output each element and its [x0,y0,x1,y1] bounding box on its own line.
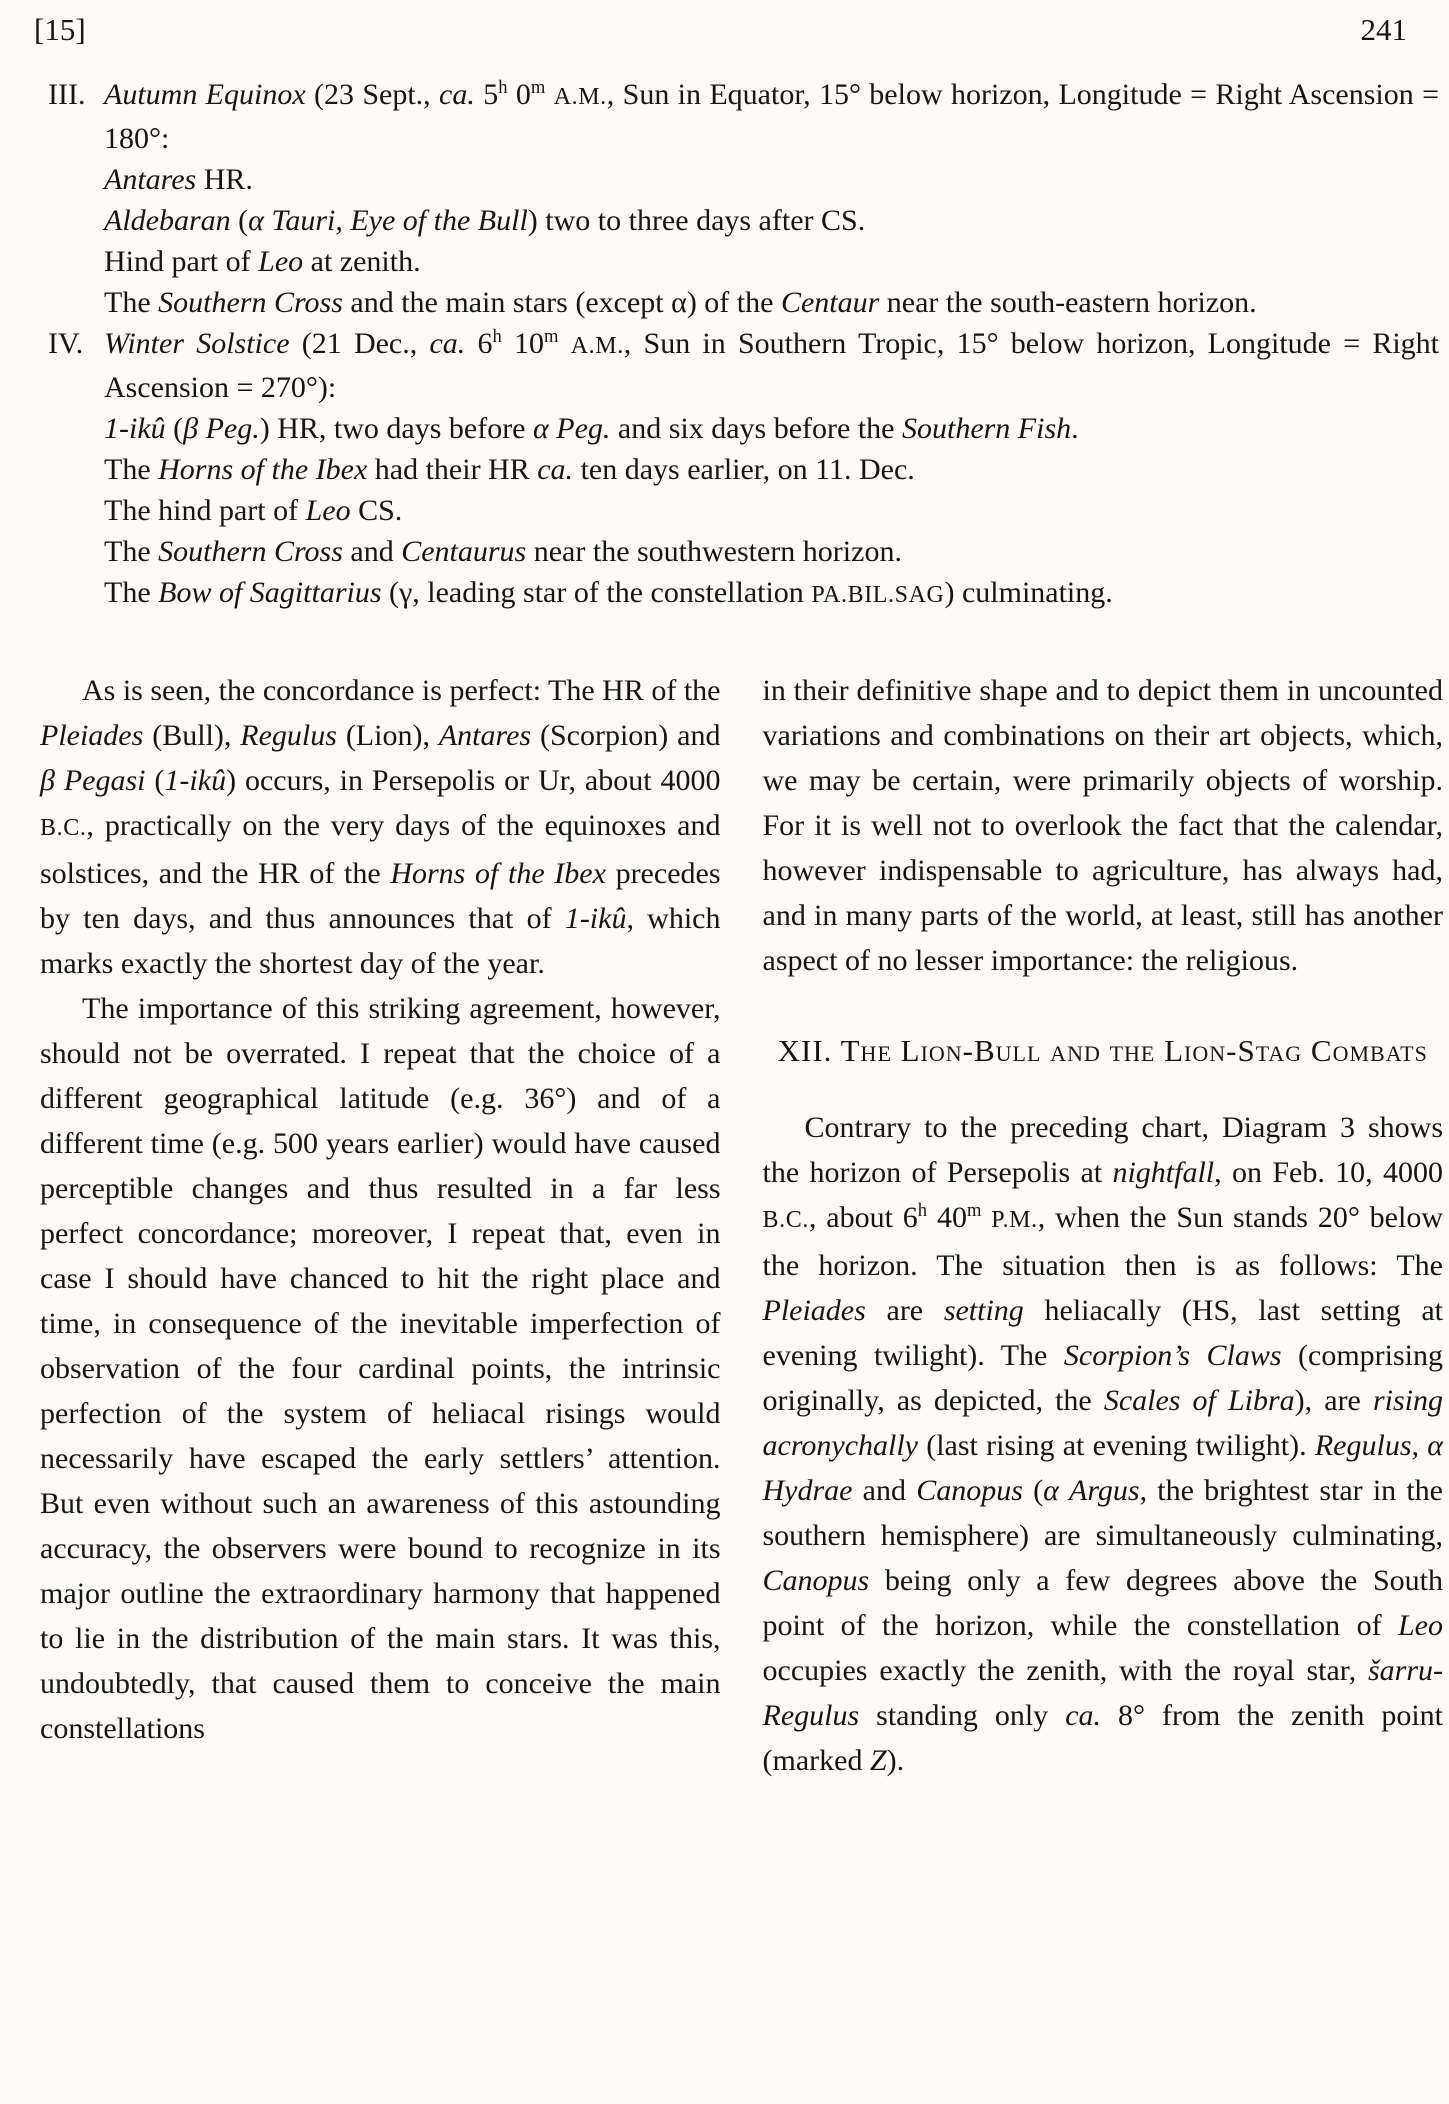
italic-text: Scales of Libra [1103,1384,1295,1417]
entry-items [104,74,1439,323]
italic-text: Autumn Equinox [104,78,306,111]
smallcaps-text: PA.BIL.SAG [811,582,945,608]
text-segment [545,78,553,111]
right-column [763,668,1444,1783]
list-item [104,531,1439,572]
list-item [104,572,1439,616]
text-segment: ( [1022,1474,1044,1507]
italic-text: ca. [537,453,574,486]
italic-text: Regulus, α Hydrae [762,1429,1443,1507]
text-segment: (Scorpion) and [531,719,721,752]
italic-text: β Peg. [183,412,260,445]
superscript-text: h [492,326,502,347]
text-segment: 5 [474,78,499,111]
italic-text: Southern Cross [158,535,343,568]
list-item [104,200,1439,241]
paragraph [40,668,721,986]
text-segment: had their HR [367,453,538,486]
text-segment: (γ, leading star of the constellation [381,576,812,609]
text-segment: CS. [350,494,403,527]
paragraph [763,1105,1444,1783]
text-segment: ) HR, two days before [259,412,534,445]
italic-text: 1-ikû [104,412,166,445]
text-segment: , Sun in Southern Tropic, 15° below horizon, Longitude = Right Ascension = 270°): [104,327,1440,404]
text-segment: As is seen, the concordance is perfect: The HR of the [82,674,721,707]
italic-text: ca. [429,327,466,360]
superscript-text: m [544,326,559,347]
text-segment: and six days before the [610,412,902,445]
left-column [40,668,721,1783]
text-segment: in their definitive shape and to depict them in uncounted variations and combinations on their art objects, which, we may be certain, were primarily objects of worship. For it is well not to overlook the fact that the calendar, however indispensable to agriculture, has always had, and in many parts of the world, at least, still has another aspect of no lesser importance: the religious. [762,674,1443,977]
italic-text: Leo [1398,1609,1443,1642]
italic-text: setting [943,1294,1024,1327]
text-segment: and the main stars (except α) of the [342,286,781,319]
text-segment: Hind part of [104,245,259,278]
italic-text: Southern Fish [901,412,1072,445]
italic-text: Antares [438,719,532,752]
plate-marker: [15] [34,12,86,47]
text-segment: (comprising originally, as depicted, the [762,1339,1443,1417]
text-segment: heliacally (HS, last setting at evening twilight). The [762,1294,1443,1372]
text-segment: , Sun in Equator, 15° below horizon, Longitude = Right Ascension = 180°: [104,78,1440,155]
text-segment: near the southwestern horizon. [526,535,902,568]
italic-text: Pleiades [40,719,144,752]
text-segment: ) occurs, in Persepolis or Ur, about 4000 [226,764,721,797]
paragraph [763,668,1444,983]
italic-text: rising acronychally [762,1384,1443,1462]
italic-text: Antares [104,163,197,196]
text-segment: , on Feb. 10, 4000 [1214,1156,1443,1189]
italic-text: Canopus [916,1474,1023,1507]
smallcaps-text: A.M. [570,333,624,359]
italic-text: Southern Cross [158,286,343,319]
text-segment: and [342,535,402,568]
italic-text: Aldebaran [104,204,231,237]
list-item [104,159,1439,200]
smallcaps-text: B.C. [762,1207,809,1233]
smallcaps-text: P.M. [991,1207,1038,1233]
text-segment: . [1071,412,1079,445]
list-item [104,282,1439,323]
text-segment: ). [886,1744,905,1777]
observation-list [48,74,1439,616]
text-segment: (23 Sept., [305,78,440,111]
text-segment: ) two to three days after CS. [527,204,866,237]
text-segment: The hind part of [104,494,306,527]
list-entry [48,323,1439,616]
italic-text: 1-ikû [564,902,627,935]
list-item [104,241,1439,282]
section-heading [763,1027,1444,1075]
italic-text: Bow of Sagittarius [158,576,382,609]
italic-text: šarru-Regulus [762,1654,1443,1732]
text-segment: ) culminating. [944,576,1113,609]
list-item [104,408,1439,449]
list-item [104,74,1439,159]
text-segment: ( [145,764,165,797]
text-segment: ten days earlier, on 11. Dec. [573,453,915,486]
italic-text: α Tauri, Eye of the Bull [248,204,528,237]
text-segment: Contrary to the preceding chart, Diagram 3 shows the horizon of Persepolis at [762,1111,1443,1189]
text-segment: ( [230,204,249,237]
text-segment: occupies exactly the zenith, with the royal star, [762,1654,1368,1687]
page-number: 241 [1360,12,1407,47]
italic-text: Centaur [780,286,880,319]
italic-text: Scorpion’s Claws [1063,1339,1282,1372]
italic-text: Horns of the Ibex [158,453,368,486]
italic-text: Leo [258,245,304,278]
italic-text: 1-ikû [164,764,227,797]
text-segment: (Bull), [143,719,241,752]
entry-numeral: IV. [48,327,84,360]
superscript-text: m [530,77,546,98]
text-segment: 40 [927,1201,967,1234]
superscript-text: h [917,1200,928,1221]
italic-text: Regulus [240,719,337,752]
text-segment: The [104,576,159,609]
text-segment: , which marks exactly the shortest day of the year. [40,902,721,980]
body-columns [40,668,1443,1783]
text-segment: The [104,453,159,486]
text-segment [559,327,571,360]
text-segment: The [104,535,159,568]
text-segment: 0 [507,78,531,111]
text-segment: , about 6 [808,1201,918,1234]
text-segment: at zenith. [303,245,421,278]
text-segment: 6 [465,327,493,360]
text-segment: (21 Dec., [289,327,430,360]
paragraph [40,986,721,1751]
text-segment: ( [165,412,184,445]
text-segment: , when the Sun stands 20° below the horizon. The situation then is as follows: The [762,1201,1443,1282]
italic-text: α Peg. [533,412,611,445]
italic-text: Leo [305,494,351,527]
text-segment: near the south-eastern horizon. [879,286,1257,319]
list-item [104,490,1439,531]
italic-text: Canopus [762,1564,870,1597]
italic-text: Centaurus [401,535,527,568]
list-item [104,449,1439,490]
entry-numeral: III. [48,78,86,111]
list-item [104,323,1439,408]
text-segment: standing only [859,1699,1066,1732]
text-segment: and [852,1474,917,1507]
text-segment: being only a few degrees above the South point of the horizon, while the constellation of [762,1564,1443,1642]
superscript-text: m [966,1200,982,1221]
italic-text: Pleiades [762,1294,866,1327]
list-entry [48,74,1439,323]
italic-text: nightfall [1112,1156,1215,1189]
text-segment [981,1201,991,1234]
text-segment: The [104,286,159,319]
italic-text: α Argus [1043,1474,1140,1507]
italic-text: ca. [439,78,475,111]
italic-text: β Pegasi [40,764,146,797]
italic-text: Winter Solstice [104,327,290,360]
italic-text: Z [869,1744,887,1777]
text-segment: , practically on the very days of the equinoxes and solstices, and the HR of the [40,809,721,890]
superscript-text: h [498,77,508,98]
smallcaps-text: A.M. [553,84,607,110]
smallcaps-text: B.C. [40,815,87,841]
entry-items [104,323,1439,616]
italic-text: Horns of the Ibex [390,857,606,890]
text-segment: 8° from the zenith point (marked [762,1699,1443,1777]
text-segment: , the brightest star in the southern hemisphere) are simultaneously culminating, [762,1474,1444,1552]
running-head [0,0,1449,48]
text-segment: (Lion), [336,719,439,752]
text-segment: XII. The Lion-Bull and the Lion-Stag Combats [777,1033,1428,1068]
text-segment: ), are [1294,1384,1373,1417]
text-segment: The importance of this striking agreement, however, should not be overrated. I repeat that the choice of a different geographical latitude (e.g. 36°) and of a different time (e.g. 500 years earlier) would have caused perceptible changes and thus resulted in a far less perfect concordance; moreover, I repeat that, even in case I should have chanced to hit the right place and time, in consequence of the inevitable imperfection of observation of the four cardinal points, the intrinsic perfection of the system of heliacal risings would necessarily have escaped the early settlers’ attention. But even without such an awareness of this astounding accuracy, the observers were bound to recognize in its major outline the extraordinary harmony that happened to lie in the distribution of the main stars. It was this, undoubtedly, that caused them to conceive the main constellations [40,992,721,1745]
text-segment: HR. [196,163,253,196]
text-segment: precedes by ten days, and thus announces that of [40,857,721,935]
text-segment: 10 [501,327,545,360]
text-segment: are [865,1294,944,1327]
text-segment: (last rising at evening twilight). [918,1429,1315,1462]
italic-text: ca. [1065,1699,1102,1732]
